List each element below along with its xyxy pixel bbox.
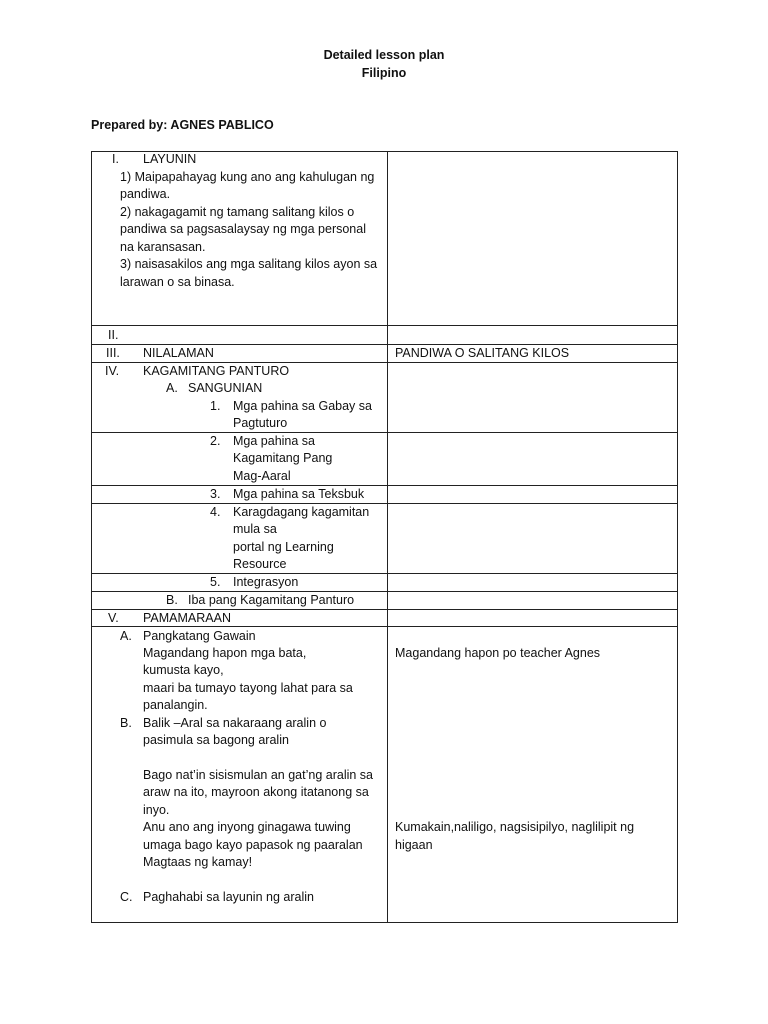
procedure-line: Anu ano ang inyong ginagawa tuwing [143,820,351,834]
section-number: IV. [105,364,120,378]
procedure-letter: A. [120,629,132,643]
row-divider [91,503,678,504]
procedure-line: panalangin. [143,698,208,712]
content-answer: PANDIWA O SALITANG KILOS [395,346,570,360]
item-line: Resource [233,557,287,571]
item-line: mula sa [233,522,277,536]
prepared-by: Prepared by: AGNES PABLICO [91,118,274,132]
table-column-divider [387,151,388,923]
procedure-line: kumusta kayo, [143,663,224,677]
objective-line: 2) nakagagamit ng tamang salitang kilos o [120,205,355,219]
subsection-heading: SANGUNIAN [188,381,263,395]
item-number: 5. [210,575,221,589]
lesson-plan-table [91,151,678,923]
student-response: higaan [395,838,433,852]
objective-line: 1) Maipapahayag kung ano ang kahulugan ng [120,170,375,184]
row-divider [91,325,678,326]
procedure-heading: Balik –Aral sa nakaraang aralin o [143,716,327,730]
section-number: III. [106,346,120,360]
item-line: Mga pahina sa Teksbuk [233,487,365,501]
item-number: 2. [210,434,221,448]
objective-line: larawan o sa binasa. [120,275,235,289]
item-number: 4. [210,505,221,519]
item-number: 3. [210,487,221,501]
subsection-letter: B. [166,593,178,607]
objective-line: 3) naisasakilos ang mga salitang kilos ayon sa [120,257,378,271]
section-number: II. [108,328,119,342]
section-number: I. [112,152,119,166]
item-line: Karagdagang kagamitan [233,505,370,519]
procedure-line: maari ba tumayo tayong lahat para sa [143,681,353,695]
item-line: Mga pahina sa [233,434,316,448]
subsection-letter: A. [166,381,178,395]
student-response: Magandang hapon po teacher Agnes [395,646,601,660]
subsection-heading: Iba pang Kagamitang Panturo [188,593,355,607]
item-line: Mag-Aaral [233,469,291,483]
row-divider [91,485,678,486]
section-heading: LAYUNIN [143,152,197,166]
row-divider [91,432,678,433]
item-line: Kagamitang Pang [233,451,333,465]
table-border-left [91,151,92,923]
section-heading: KAGAMITANG PANTURO [143,364,290,378]
item-line: portal ng Learning [233,540,334,554]
objective-line: pandiwa. [120,187,171,201]
objective-line: pandiwa sa pagsasalaysay ng mga personal [120,222,366,236]
item-number: 1. [210,399,221,413]
item-line: Integrasyon [233,575,299,589]
procedure-line: araw na ito, mayroon akong itatanong sa [143,785,369,799]
procedure-line: Magtaas ng kamay! [143,855,253,869]
row-divider [91,922,678,923]
item-line: Pagtuturo [233,416,288,430]
procedure-letter: B. [120,716,132,730]
objective-line: na karansasan. [120,240,206,254]
procedure-heading: Pangkatang Gawain [143,629,256,643]
procedure-heading: pasimula sa bagong aralin [143,733,289,747]
document-subtitle: Filipino [361,66,407,80]
section-number: V. [108,611,119,625]
procedure-letter: C. [120,890,133,904]
procedure-line: umaga bago kayo papasok ng paaralan [143,838,363,852]
table-border-right [677,151,678,923]
item-line: Mga pahina sa Gabay sa [233,399,372,413]
section-heading: PAMAMARAAN [143,611,231,625]
section-heading: NILALAMAN [143,346,214,360]
procedure-line: Bago nat’in sisismulan an gat’ng aralin sa [143,768,373,782]
document-title: Detailed lesson plan [323,48,445,62]
student-response: Kumakain,naliligo, nagsisipilyo, naglilipit ng [395,820,635,834]
procedure-line: inyo. [143,803,170,817]
row-divider [91,591,678,592]
procedure-line: Magandang hapon mga bata, [143,646,307,660]
procedure-heading: Paghahabi sa layunin ng aralin [143,890,314,904]
row-divider [91,573,678,574]
